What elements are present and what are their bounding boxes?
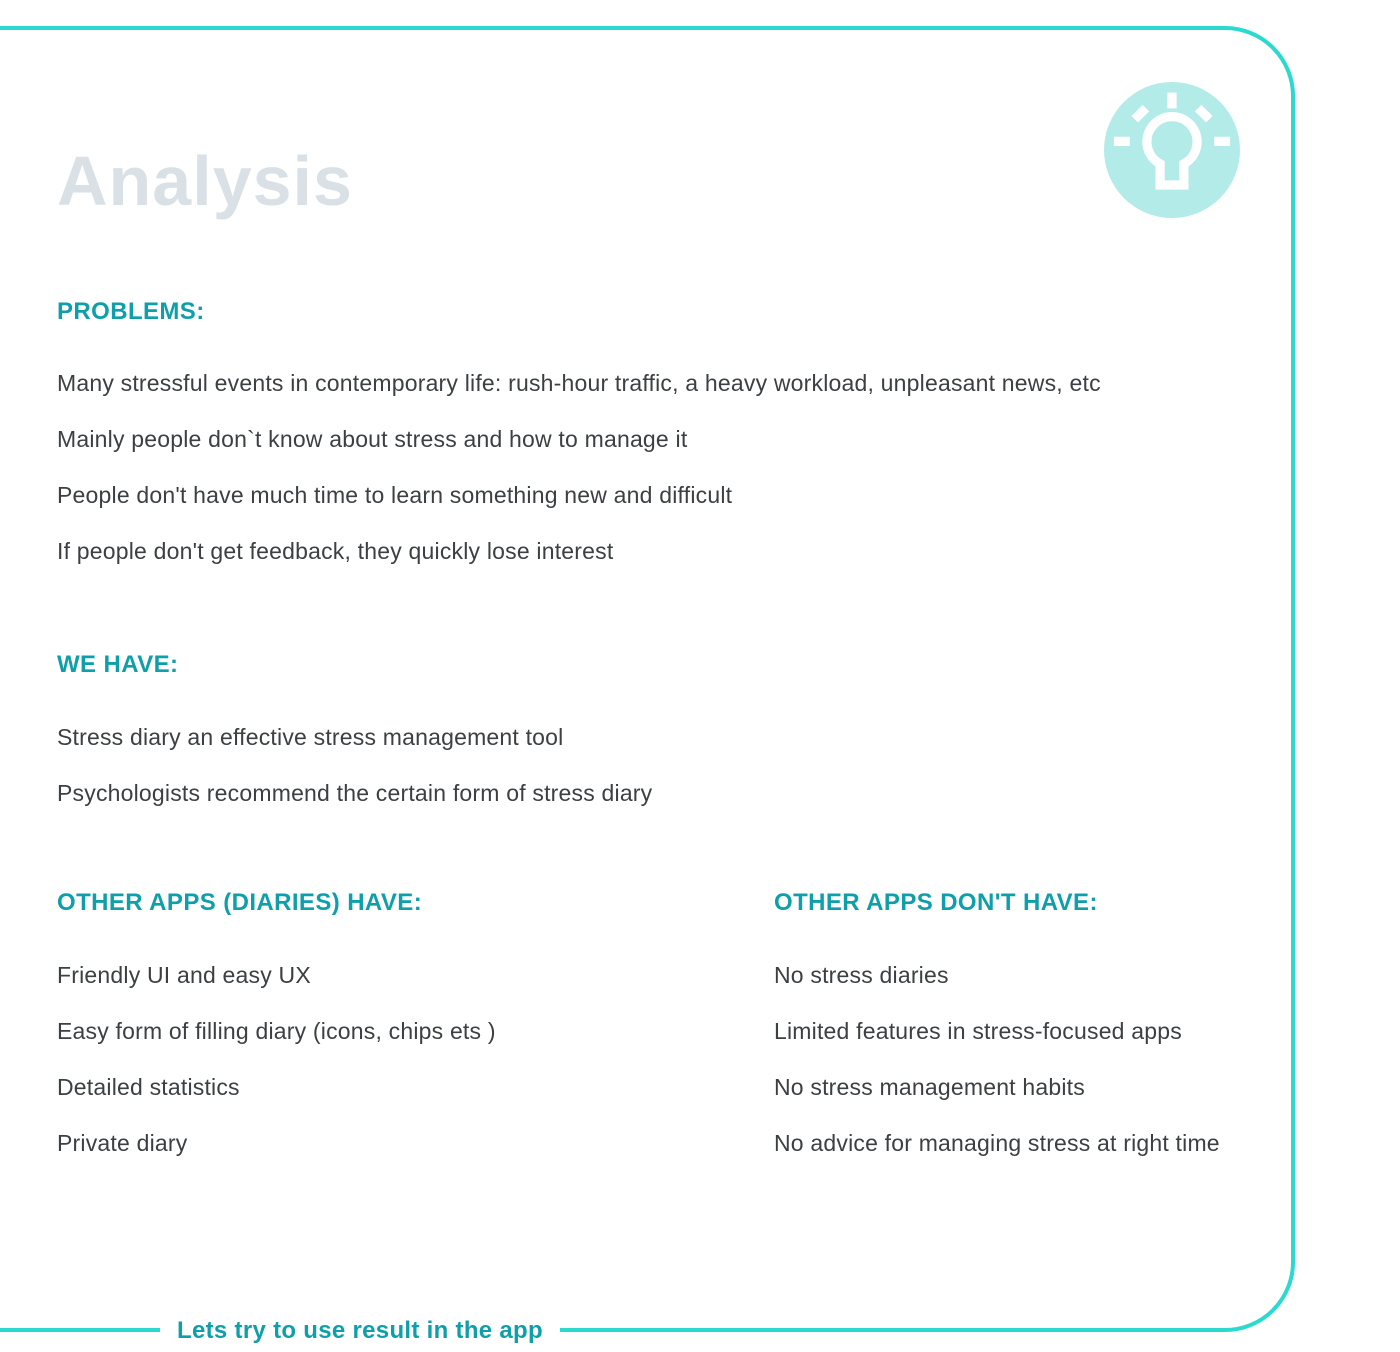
problems-list (57, 355, 1101, 579)
page-title: Analysis (57, 142, 353, 220)
other-apps-have-list (57, 947, 496, 1171)
list-item: Friendly UI and easy UX (57, 962, 311, 988)
list-item: Private diary (57, 1130, 188, 1156)
problems-heading: PROBLEMS: (57, 298, 205, 325)
footer-label-box (160, 1310, 560, 1352)
other-apps-have-heading: OTHER APPS (DIARIES) HAVE: (57, 889, 423, 916)
list-item: Mainly people don`t know about stress and how to manage it (57, 426, 688, 452)
list-item: People don't have much time to learn something new and difficult (57, 482, 733, 508)
other-apps-dont-have-heading: OTHER APPS DON'T HAVE: (774, 889, 1098, 916)
we-have-heading: WE HAVE: (57, 651, 179, 678)
footer-label: Lets try to use result in the app (177, 1317, 543, 1344)
list-item: Many stressful events in contemporary life: rush-hour traffic, a heavy workload, unpleasant news, etc (57, 370, 1101, 396)
list-item: If people don't get feedback, they quickly lose interest (57, 538, 614, 564)
list-item: Easy form of filling diary (icons, chips ets ) (57, 1018, 496, 1044)
we-have-list (57, 709, 652, 821)
lightbulb-icon (1106, 82, 1238, 219)
other-apps-dont-have-list (774, 947, 1220, 1171)
list-item: Psychologists recommend the certain form of stress diary (57, 780, 653, 806)
list-item: Stress diary an effective stress management tool (57, 724, 564, 750)
list-item: Limited features in stress-focused apps (774, 1018, 1182, 1044)
list-item: Detailed statistics (57, 1074, 240, 1100)
list-item: No advice for managing stress at right time (774, 1130, 1220, 1156)
idea-badge (1104, 82, 1240, 218)
list-item: No stress management habits (774, 1074, 1085, 1100)
list-item: No stress diaries (774, 962, 949, 988)
